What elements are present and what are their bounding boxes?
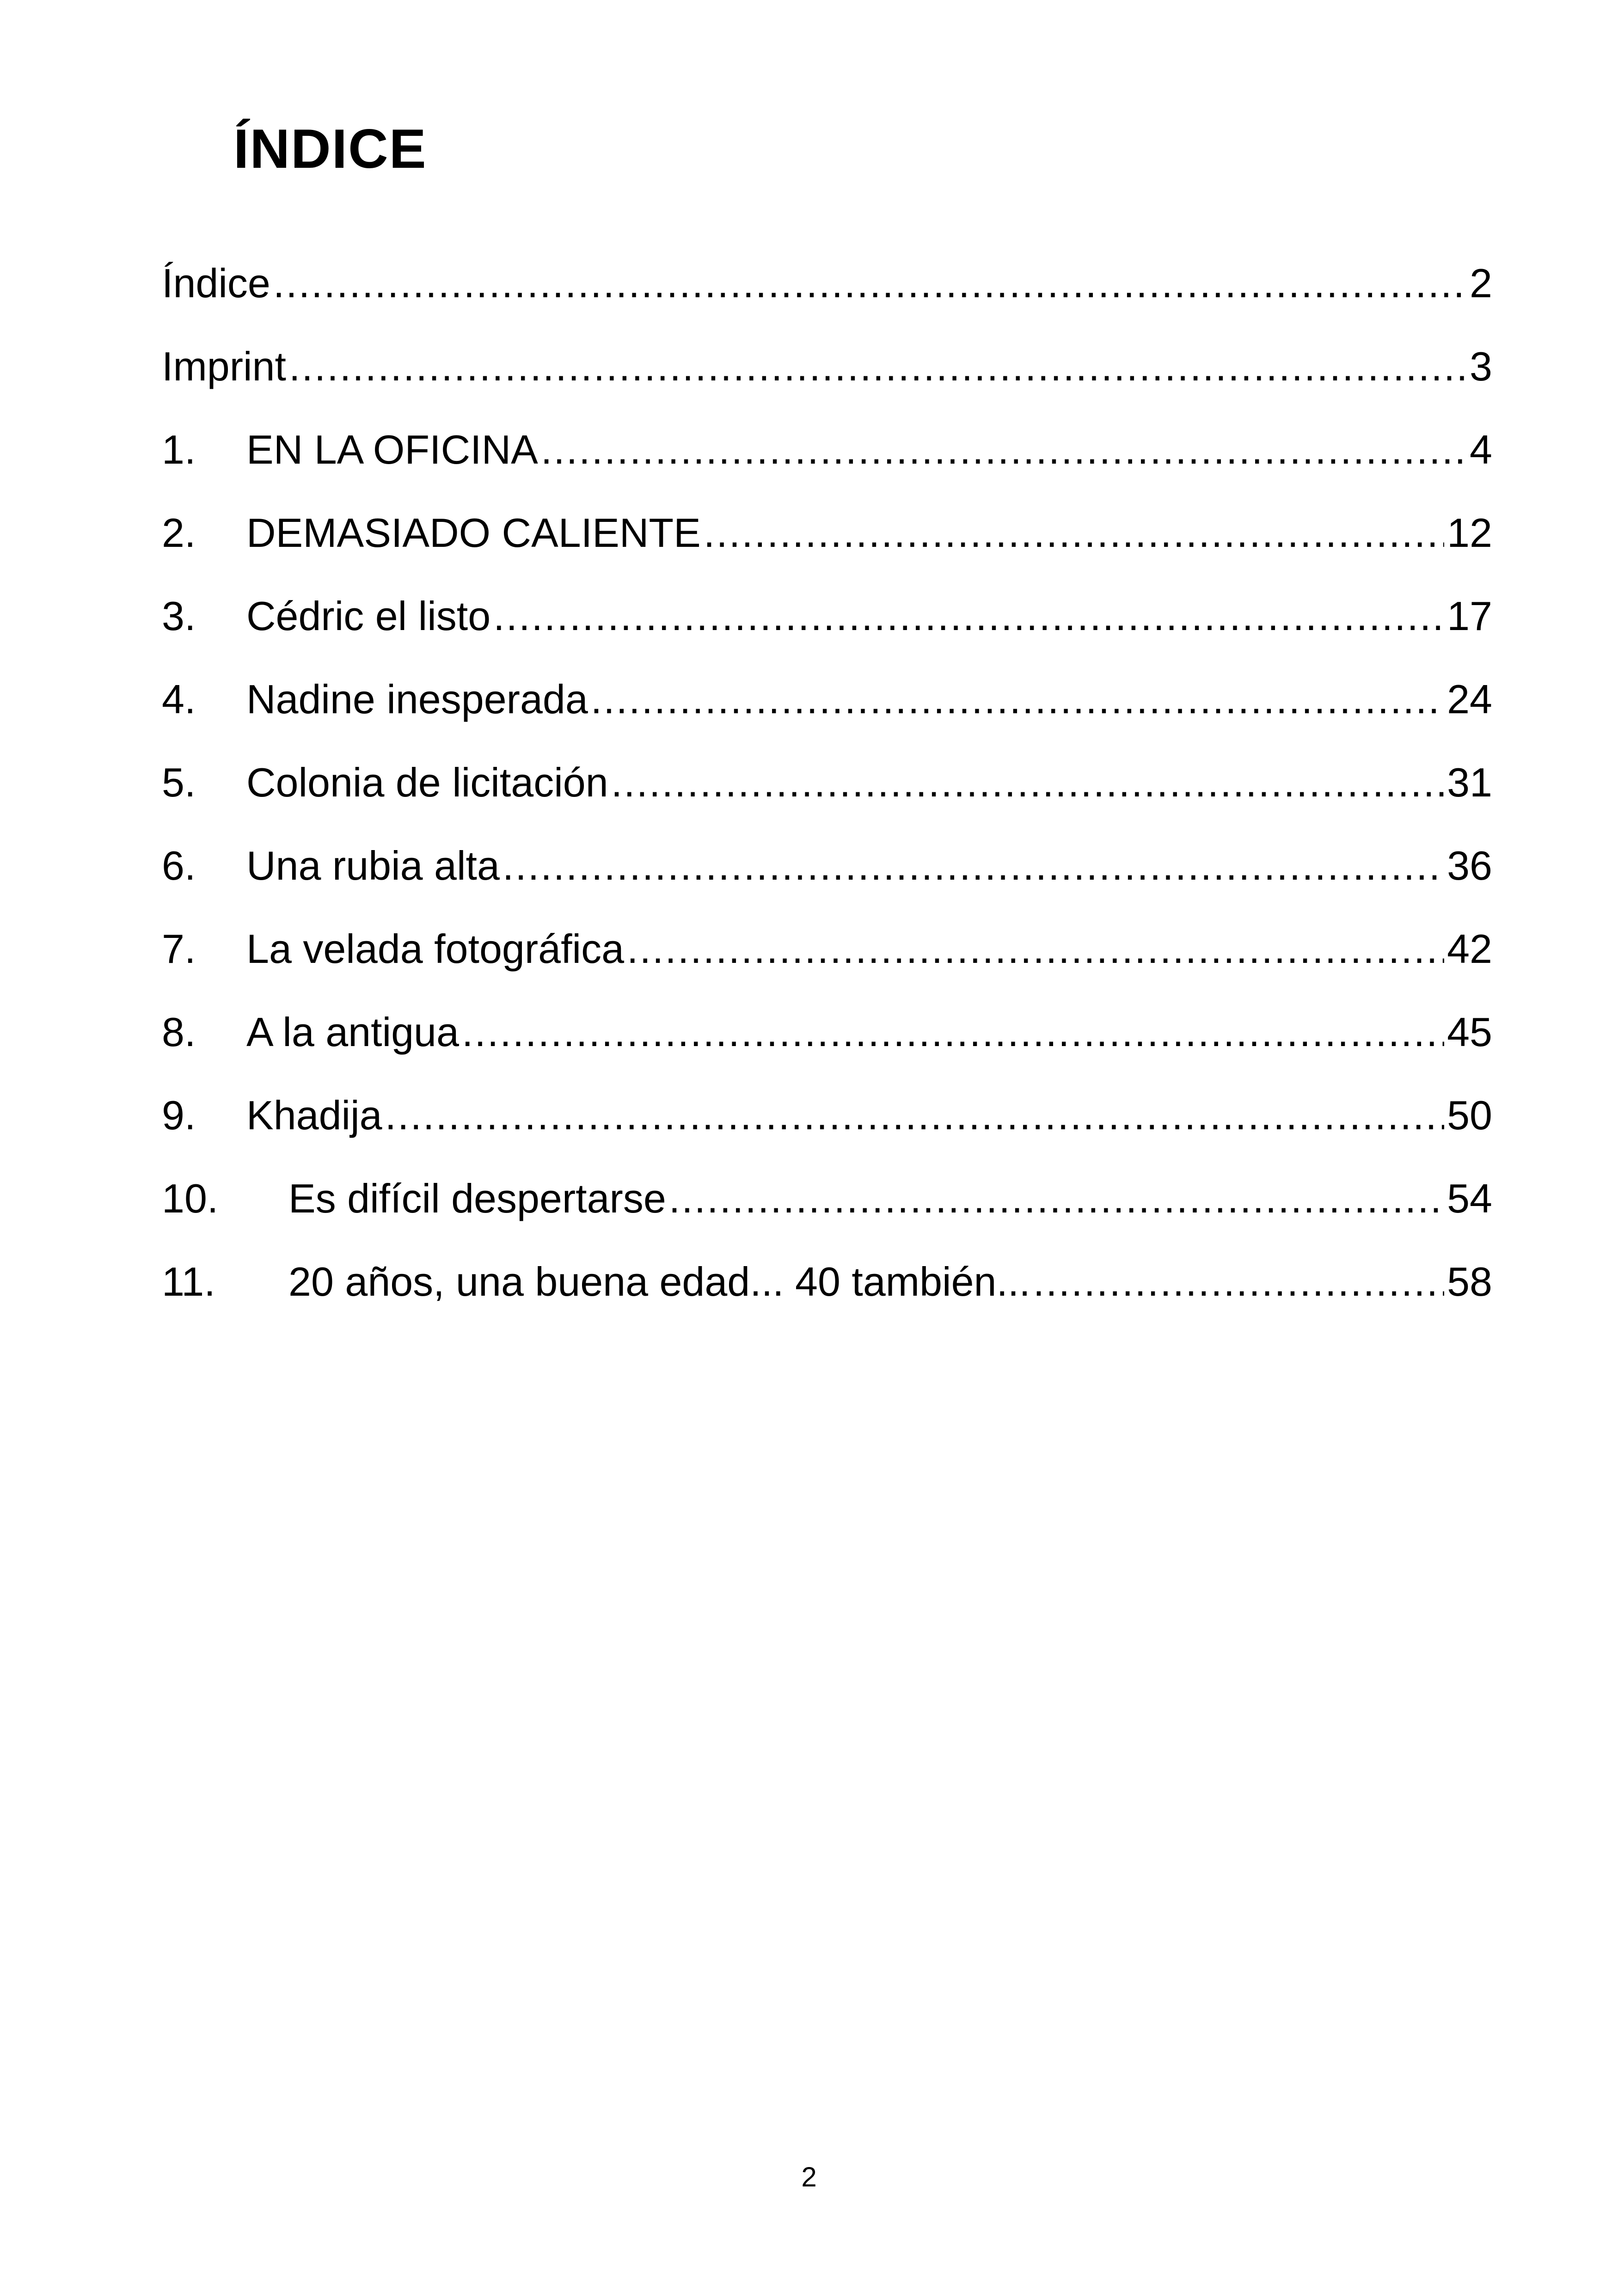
toc-entry-page: 31	[1447, 759, 1492, 805]
toc-entry[interactable]	[162, 1085, 1492, 1169]
toc-entry-title: EN LA OFICINA	[246, 427, 538, 472]
toc-entry-number: 10.	[162, 1176, 219, 1221]
toc-entry-page: 4	[1470, 427, 1492, 472]
toc-dot-leader	[541, 420, 1467, 480]
toc-entry-title: Khadija	[246, 1092, 382, 1138]
toc-entry-number: 8.	[162, 1009, 196, 1055]
toc-entry-number: 3.	[162, 593, 196, 639]
toc-entry-title: Nadine inesperada	[246, 676, 588, 722]
toc-entry-title: A la antigua	[246, 1009, 459, 1055]
toc-dot-leader	[273, 253, 1467, 313]
toc-entry[interactable]	[162, 586, 1492, 669]
toc-entry[interactable]	[162, 919, 1492, 1002]
toc-entry-number: 2.	[162, 510, 196, 556]
toc-entry-page: 58	[1447, 1259, 1492, 1304]
page-number: 2	[801, 2161, 817, 2192]
toc-entry-number: 6.	[162, 843, 196, 888]
toc-entry[interactable]	[162, 253, 1492, 337]
toc-dot-leader	[462, 1002, 1444, 1062]
toc-entry[interactable]	[162, 1169, 1492, 1252]
toc-dot-leader	[289, 337, 1467, 397]
toc-entry-number: 4.	[162, 676, 196, 722]
toc-dot-leader	[611, 753, 1444, 813]
toc-entry-page: 12	[1447, 510, 1492, 556]
toc-entry[interactable]	[162, 337, 1492, 420]
toc-entry-number: 1.	[162, 427, 196, 472]
toc-dot-leader	[1033, 1252, 1444, 1312]
toc-entry-number: 9.	[162, 1092, 196, 1138]
toc-dot-leader	[704, 503, 1444, 563]
toc-entry[interactable]	[162, 669, 1492, 753]
toc-entry-title: Imprint	[162, 343, 286, 389]
toc-entry-page: 24	[1447, 676, 1492, 722]
toc-entry[interactable]	[162, 503, 1492, 586]
toc-entry-title: Es difícil despertarse	[288, 1176, 666, 1221]
toc-entry[interactable]	[162, 1252, 1492, 1335]
toc-entry-page: 36	[1447, 843, 1492, 888]
toc-entry[interactable]	[162, 753, 1492, 836]
toc-entry-page: 45	[1447, 1009, 1492, 1055]
toc-entry-title: 20 años, una buena edad... 40 también...	[288, 1259, 1030, 1304]
toc-entry-page: 42	[1447, 926, 1492, 972]
toc-dot-leader	[627, 919, 1444, 979]
toc-dot-leader	[385, 1085, 1445, 1145]
page-title: ÍNDICE	[233, 118, 427, 180]
toc-entry-title: DEMASIADO CALIENTE	[246, 510, 701, 556]
toc-dot-leader	[493, 586, 1444, 646]
toc-entry-page: 17	[1447, 593, 1492, 639]
toc-dot-leader	[669, 1169, 1444, 1229]
toc-dot-leader	[503, 836, 1444, 896]
toc-entry-page: 2	[1470, 260, 1492, 306]
toc-entry-number: 7.	[162, 926, 196, 972]
toc-entry[interactable]	[162, 836, 1492, 919]
toc-entry[interactable]	[162, 1002, 1492, 1085]
toc-entry-page: 50	[1447, 1092, 1492, 1138]
toc-entry-page: 54	[1447, 1176, 1492, 1221]
toc-entry[interactable]	[162, 420, 1492, 503]
toc-entry-title: Una rubia alta	[246, 843, 500, 888]
toc-entry-title: Cédric el listo	[246, 593, 491, 639]
toc-entry-page: 3	[1470, 343, 1492, 389]
toc-entry-title: Colonia de licitación	[246, 759, 608, 805]
toc-dot-leader	[591, 669, 1444, 729]
table-of-contents	[162, 253, 1492, 1335]
toc-entry-number: 11.	[162, 1259, 215, 1304]
toc-entry-title: La velada fotográfica	[246, 926, 625, 972]
toc-entry-number: 5.	[162, 759, 196, 805]
toc-entry-title: Índice	[162, 260, 270, 306]
